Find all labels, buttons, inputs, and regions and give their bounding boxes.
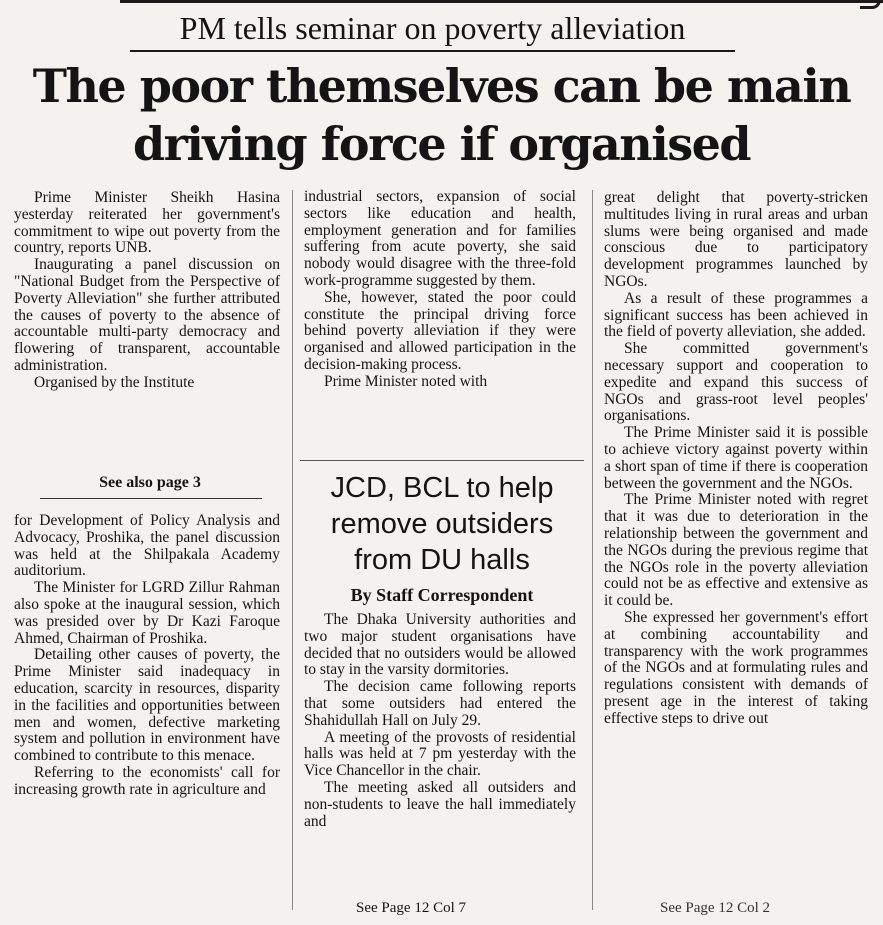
story2-body: [304, 612, 576, 830]
main-headline-line2: driving force if organised: [132, 117, 751, 171]
kicker-headline: PM tells seminar on poverty alleviation: [130, 6, 735, 52]
paragraph: The Dhaka University authorities and two major student organisations have decided that no outsiders would be allowed to stay in the varsity dormitories.: [304, 611, 576, 679]
paragraph: Inaugurating a panel discussion on "National Budget from the Perspective of Poverty Alleviation" she further attributed the causes of poverty to the absence of accountable multi-party democracy and flowering of transparent, accountable administration.: [14, 256, 280, 374]
paragraph: Referring to the economists' call for increasing growth rate in agriculture and: [14, 763, 280, 798]
paragraph: Prime Minister Sheikh Hasina yesterday reiterated her government's commitment to wipe out poverty from the country, reports UNB.: [14, 189, 280, 257]
paragraph: The decision came following reports that some outsiders had entered the Shahidullah Hall on July 29.: [304, 678, 576, 729]
paragraph: She, however, stated the poor could constitute the principal driving force behind poverty alleviation if they were organised and allowed participation in the decision-making process.: [304, 288, 576, 373]
paragraph: She expressed her government's effort at combining accountability and transparency with the work programmes of the NGOs and at formulating rules and regulations consistent with demands of present age in the interest of taking effective steps to drive out: [604, 608, 868, 727]
paragraph: great delight that poverty-stricken multitudes living in rural areas and urban slums were being organised and made conscious due to participatory development programmes launched by NGOs.: [604, 189, 868, 290]
top-border-bar: [120, 0, 883, 3]
see-also-reference: See also page 3: [99, 474, 201, 491]
story2-byline: By Staff Correspondent: [350, 585, 534, 605]
story-separator: [300, 460, 584, 461]
column-rule-2: [592, 190, 593, 910]
paragraph: industrial sectors, expansion of social sectors like education and health, employment generation and for families suffering from acute poverty, she said nobody would disagree with the three-fold work-programme suggested by them.: [304, 188, 576, 289]
paragraph: for Development of Policy Analysis and Advocacy, Proshika, the panel discussion was held at the Shilpakala Academy auditorium.: [14, 512, 280, 580]
story2-jump-line: See Page 12 Col 7: [356, 900, 466, 916]
main-headline-line1: The poor themselves can be main: [32, 59, 851, 113]
story1-column3: [604, 190, 868, 728]
column-rule-1: [292, 190, 293, 910]
paragraph: She committed government's necessary support and cooperation to expedite and expand this success of NGOs and grass-root level peoples' organisations.: [604, 340, 868, 425]
story2-headline: JCD, BCL to help remove outsiders from DU halls: [330, 472, 554, 576]
paragraph: A meeting of the provosts of residential halls was held at 7 pm yesterday with the Vice Chancellor in the chair.: [304, 728, 576, 780]
paragraph: The Prime Minister noted with regret that it was due to deterioration in the relationship between the government and the NGOs during the previous regime that the NGOs role in the poverty alleviation could not be as effective and extensive as it could be.: [604, 491, 868, 610]
story1-column1-bottom: [14, 513, 280, 799]
story1-column2: [304, 189, 576, 391]
top-border-corner: [860, 0, 881, 9]
story1-column1-top: [14, 190, 280, 392]
paragraph: The Prime Minister said it is possible to achieve victory against poverty within a short span of time if there is cooperation between the government and the NGOs.: [604, 424, 868, 492]
paragraph: Detailing other causes of poverty, the Prime Minister said inadequacy in education, scarcity in resources, disparity in the facilities and opportunities between men and women, defective marketing system and pollution in environment have combined to contribute to this menace.: [14, 646, 280, 765]
paragraph: The Minister for LGRD Zillur Rahman also spoke at the inaugural session, which was presided over by Dr Kazi Faroque Ahmed, Chairman of Proshika.: [14, 579, 280, 647]
paragraph: The meeting asked all outsiders and non-students to leave the hall immediately and: [304, 778, 576, 830]
paragraph: As a result of these programmes a significant success has been achieved in the field of poverty alleviation, she added.: [604, 289, 868, 341]
see-also-rule: [40, 498, 262, 499]
paragraph: Organised by the Institute: [34, 373, 195, 391]
paragraph: Prime Minister noted with: [324, 372, 488, 390]
story1-jump-line: See Page 12 Col 2: [660, 900, 770, 916]
